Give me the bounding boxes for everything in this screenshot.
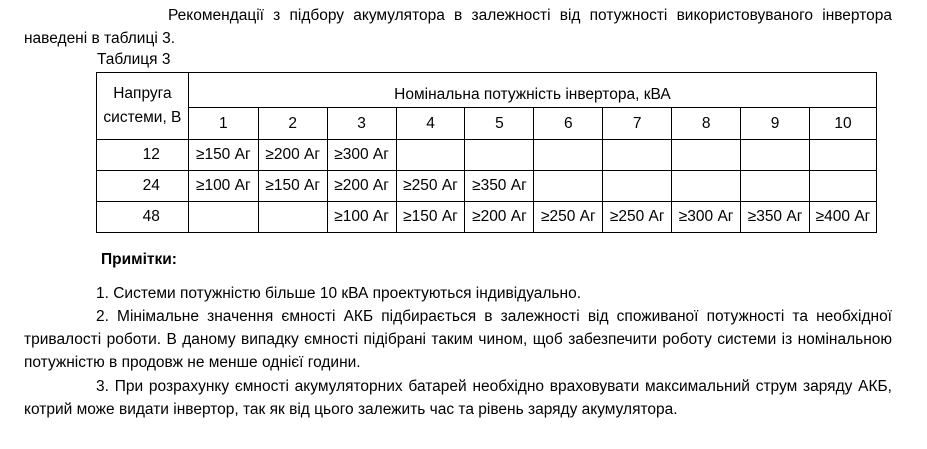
capacity-cell <box>603 140 672 171</box>
capacity-cell <box>672 140 741 171</box>
power-column-header: 9 <box>741 108 810 140</box>
capacity-cell <box>809 140 876 171</box>
table-caption: Таблиця 3 <box>97 51 171 68</box>
capacity-cell: ≥400 Аг <box>809 202 876 233</box>
voltage-cell: 24 <box>97 171 189 202</box>
capacity-cell <box>741 171 810 202</box>
capacity-cell: ≥100 Аг <box>188 171 258 202</box>
table-row-12v <box>97 140 877 171</box>
notes-title: Примітки: <box>101 251 177 268</box>
capacity-cell <box>258 202 327 233</box>
capacity-cell: ≥200 Аг <box>258 140 327 171</box>
capacity-cell: ≥250 Аг <box>396 171 465 202</box>
capacity-cell <box>603 171 672 202</box>
capacity-cell: ≥350 Аг <box>465 171 534 202</box>
capacity-cell: ≥200 Аг <box>327 171 396 202</box>
capacity-cell <box>534 171 603 202</box>
table-header-row <box>97 73 877 108</box>
table-row-24v <box>97 171 877 202</box>
note-item: 1. Системи потужністю більше 10 кВА проектуються індивідуально. <box>96 285 581 302</box>
capacity-cell: ≥200 Аг <box>465 202 534 233</box>
power-column-header: 5 <box>465 108 534 140</box>
intro-paragraph: Рекомендації з підбору акумулятора в залежності від потужності використовуваного інвертора наведені в таблиці 3. <box>24 7 892 47</box>
capacity-cell <box>809 171 876 202</box>
voltage-header: Напруга системи, В <box>97 73 189 140</box>
power-column-header: 10 <box>809 108 876 140</box>
power-column-header: 2 <box>258 108 327 140</box>
capacity-cell <box>465 140 534 171</box>
power-group-header: Номінальна потужність інвертора, кВА <box>188 73 876 108</box>
power-column-header: 3 <box>327 108 396 140</box>
capacity-cell: ≥150 Аг <box>396 202 465 233</box>
capacity-cell: ≥350 Аг <box>741 202 810 233</box>
note-item: 2. Мінімальне значення ємності АКБ підбирається в залежності від споживаної потужності та необхідної тривалості роботи. В даному випадку ємності підібрані таким чином, щоб забезпечити роботу системи із номінальною потужністю в продовж не менше однієї години. <box>24 308 892 371</box>
power-columns-row <box>97 108 877 140</box>
capacity-cell: ≥300 Аг <box>672 202 741 233</box>
power-column-header: 8 <box>672 108 741 140</box>
capacity-cell <box>188 202 258 233</box>
voltage-cell: 12 <box>97 140 189 171</box>
capacity-cell: ≥150 Аг <box>258 171 327 202</box>
capacity-cell <box>741 140 810 171</box>
capacity-cell: ≥300 Аг <box>327 140 396 171</box>
power-column-header: 4 <box>396 108 465 140</box>
capacity-cell: ≥250 Аг <box>603 202 672 233</box>
capacity-cell: ≥250 Аг <box>534 202 603 233</box>
battery-table <box>96 72 877 233</box>
note-item: 3. При розрахунку ємності акумуляторних батарей необхідно враховувати максимальний струм заряду АКБ, котрий може видати інвертор, так як від цього залежить час та рівень заряду акумулятора. <box>24 378 892 418</box>
table-row-48v <box>97 202 877 233</box>
capacity-cell: ≥100 Аг <box>327 202 396 233</box>
voltage-cell: 48 <box>97 202 189 233</box>
power-column-header: 7 <box>603 108 672 140</box>
capacity-cell <box>534 140 603 171</box>
capacity-cell: ≥150 Аг <box>188 140 258 171</box>
capacity-cell <box>672 171 741 202</box>
power-column-header: 6 <box>534 108 603 140</box>
capacity-cell <box>396 140 465 171</box>
power-column-header: 1 <box>188 108 258 140</box>
